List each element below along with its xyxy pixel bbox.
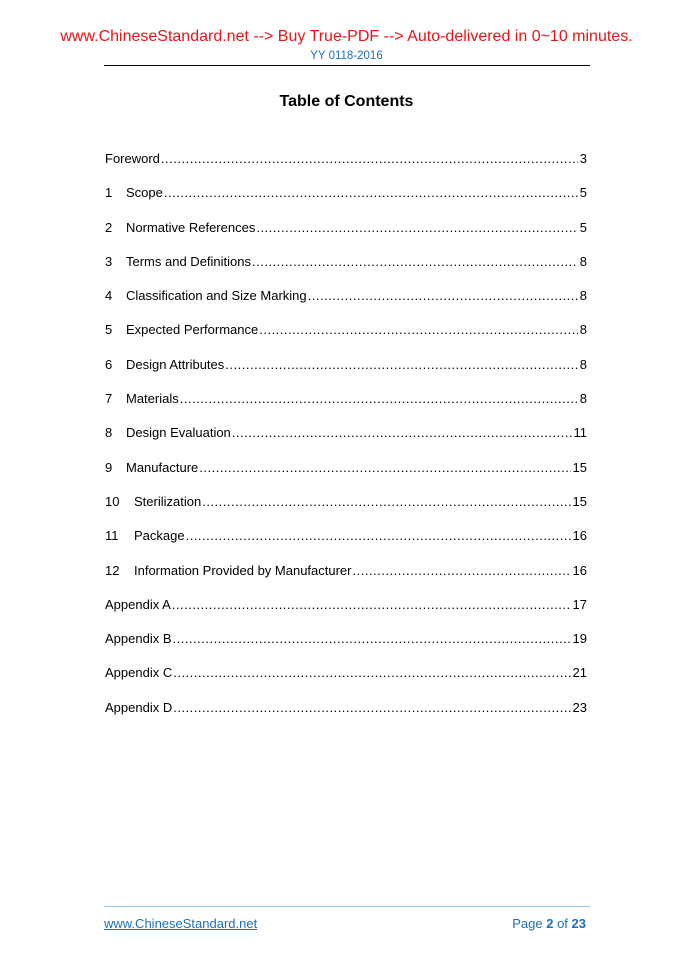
- toc-dot-leader: [308, 288, 578, 304]
- toc-entry-label: Materials: [126, 391, 179, 407]
- toc-entry-page: 21: [572, 665, 587, 681]
- toc-entry-label: Normative References: [126, 219, 256, 235]
- header-divider: [104, 65, 590, 66]
- footer-divider: [104, 906, 590, 907]
- toc-dot-leader: [164, 185, 578, 201]
- toc-entry[interactable]: [105, 631, 587, 665]
- toc-entry[interactable]: [105, 425, 587, 459]
- toc-entry-label: Package: [134, 528, 185, 544]
- toc-entry-number: 5: [105, 322, 113, 338]
- toc-entry[interactable]: [105, 391, 587, 425]
- toc-entry[interactable]: [105, 254, 587, 288]
- toc-entry-label: Sterilization: [134, 493, 202, 509]
- toc-entry-number: 12: [105, 562, 120, 578]
- toc-entry-label: Appendix C: [105, 665, 173, 681]
- toc-dot-leader: [256, 220, 577, 236]
- toc-entry-label: Terms and Definitions: [126, 253, 251, 269]
- toc-entry[interactable]: [105, 563, 587, 597]
- toc-dot-leader: [161, 151, 578, 167]
- toc-entry-page: 8: [579, 356, 587, 372]
- page-total: 23: [571, 916, 586, 931]
- toc-entry[interactable]: [105, 151, 587, 185]
- toc-dot-leader: [172, 597, 571, 613]
- toc-entry[interactable]: [105, 528, 587, 562]
- toc-entry-number: 4: [105, 288, 113, 304]
- toc-dot-leader: [173, 631, 571, 647]
- toc-entry-label: Appendix D: [105, 699, 173, 715]
- toc-entry-label: Appendix B: [105, 631, 172, 647]
- toc-entry-page: 8: [579, 322, 587, 338]
- toc-entry[interactable]: [105, 220, 587, 254]
- toc-entry[interactable]: [105, 322, 587, 356]
- document-id: YY 0118-2016: [310, 50, 383, 62]
- toc-entry-label: Scope: [126, 185, 163, 201]
- toc-entry-page: 19: [572, 631, 587, 647]
- toc-entry[interactable]: [105, 665, 587, 699]
- table-of-contents: [105, 151, 587, 734]
- toc-entry-page: 11: [573, 425, 587, 441]
- toc-entry-label: Classification and Size Marking: [126, 288, 307, 304]
- toc-entry-page: 8: [579, 391, 587, 407]
- toc-dot-leader: [259, 322, 578, 338]
- toc-entry-label: Design Attributes: [126, 356, 225, 372]
- toc-entry-number: 7: [105, 391, 113, 407]
- toc-entry[interactable]: [105, 494, 587, 528]
- toc-entry-number: 8: [105, 425, 113, 441]
- toc-dot-leader: [225, 357, 577, 373]
- toc-entry[interactable]: [105, 185, 587, 219]
- toc-entry-label: Information Provided by Manufacturer: [134, 562, 352, 578]
- toc-entry-page: 5: [579, 219, 587, 235]
- toc-entry-number: 1: [105, 185, 113, 201]
- toc-entry-number: 9: [105, 459, 113, 475]
- toc-dot-leader: [252, 254, 578, 270]
- page-of: of: [557, 916, 568, 931]
- toc-dot-leader: [180, 391, 578, 407]
- toc-dot-leader: [173, 700, 570, 716]
- toc-entry[interactable]: [105, 700, 587, 734]
- toc-entry-page: 8: [579, 288, 587, 304]
- toc-entry[interactable]: [105, 460, 587, 494]
- toc-entry-label: Foreword: [105, 151, 160, 166]
- toc-entry-page: 5: [579, 185, 587, 201]
- toc-entry-page: 16: [572, 528, 587, 544]
- toc-dot-leader: [186, 528, 571, 544]
- page-indicator: [512, 916, 586, 932]
- toc-entry[interactable]: [105, 597, 587, 631]
- toc-dot-leader: [232, 425, 572, 441]
- toc-entry[interactable]: [105, 288, 587, 322]
- page-prefix: Page: [512, 916, 543, 931]
- toc-entry-label: Manufacture: [126, 459, 199, 475]
- toc-entry-page: 15: [572, 493, 587, 509]
- toc-dot-leader: [199, 460, 570, 476]
- toc-entry-page: 15: [572, 459, 587, 475]
- toc-entry-page: 16: [572, 562, 587, 578]
- toc-entry[interactable]: [105, 357, 587, 391]
- toc-entry-number: 2: [105, 219, 113, 235]
- toc-dot-leader: [173, 665, 570, 681]
- toc-dot-leader: [202, 494, 570, 510]
- toc-dot-leader: [353, 563, 571, 579]
- toc-entry-page: 17: [572, 596, 587, 612]
- footer-site-link[interactable]: www.ChineseStandard.net: [104, 916, 258, 931]
- toc-entry-number: 3: [105, 253, 113, 269]
- toc-entry-number: 6: [105, 356, 113, 372]
- page-current: 2: [546, 916, 554, 931]
- header-banner: www.ChineseStandard.net --> Buy True-PDF --> Auto-delivered in 0~10 minutes.: [60, 28, 633, 45]
- toc-entry-label: Appendix A: [105, 596, 171, 612]
- toc-entry-number: 11: [105, 528, 119, 544]
- toc-entry-number: 10: [105, 493, 120, 509]
- toc-entry-label: Expected Performance: [126, 322, 259, 338]
- toc-entry-label: Design Evaluation: [126, 425, 231, 441]
- toc-entry-page: 8: [579, 253, 587, 269]
- toc-entry-page: 3: [579, 151, 587, 166]
- toc-entry-page: 23: [572, 699, 587, 715]
- page-title: Table of Contents: [279, 93, 414, 110]
